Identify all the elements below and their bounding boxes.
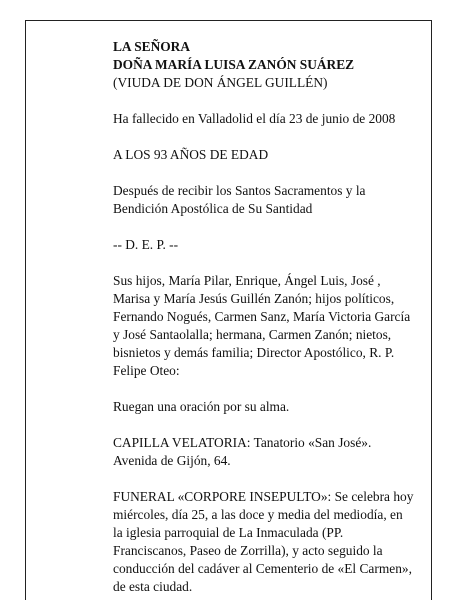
funeral-line-3: la iglesia parroquial de La Inmaculada (PP. (113, 525, 344, 540)
funeral-line-6: de esta ciudad. (113, 579, 193, 594)
obituary-text (113, 38, 458, 596)
title-line: LA SEÑORA (113, 39, 191, 54)
family-line-3: Fernando Nogués, Carmen Sanz, María Victoria García (113, 309, 411, 324)
family-line-6: Felipe Oteo: (113, 363, 180, 378)
age-line: A LOS 93 AÑOS DE EDAD (113, 147, 269, 162)
prayer-line: Ruegan una oración por su alma. (113, 399, 290, 414)
funeral-line-2: miércoles, día 25, a las doce y media del mediodía, en (113, 507, 403, 522)
sacraments-line-1: Después de recibir los Santos Sacramentos y la (113, 183, 366, 198)
funeral-line-4: Franciscanos, Paseo de Zorrilla), y acto seguido la (113, 543, 383, 558)
chapel-line-2: Avenida de Gijón, 64. (113, 453, 231, 468)
widow-of-line: (VIUDA DE DON ÁNGEL GUILLÉN) (113, 75, 328, 90)
sacraments-line-2: Bendición Apostólica de Su Santidad (113, 201, 313, 216)
funeral-line-1: FUNERAL «CORPORE INSEPULTO»: Se celebra hoy (113, 489, 414, 504)
deceased-name: DOÑA MARÍA LUISA ZANÓN SUÁREZ (113, 57, 355, 72)
death-notice: Ha fallecido en Valladolid el día 23 de junio de 2008 (113, 111, 396, 126)
family-line-2: Marisa y María Jesús Guillén Zanón; hijos políticos, (113, 291, 395, 306)
chapel-line-1: CAPILLA VELATORIA: Tanatorio «San José». (113, 435, 372, 450)
family-line-4: y José Santaolalla; hermana, Carmen Zanón; nietos, (113, 327, 392, 342)
dep-line: -- D. E. P. -- (113, 237, 179, 252)
family-line-1: Sus hijos, María Pilar, Enrique, Ángel Luis, José , (113, 273, 381, 288)
funeral-line-5: conducción del cadáver al Cementerio de «El Carmen», (113, 561, 412, 576)
family-line-5: bisnietos y demás familia; Director Apostólico, R. P. (113, 345, 395, 360)
